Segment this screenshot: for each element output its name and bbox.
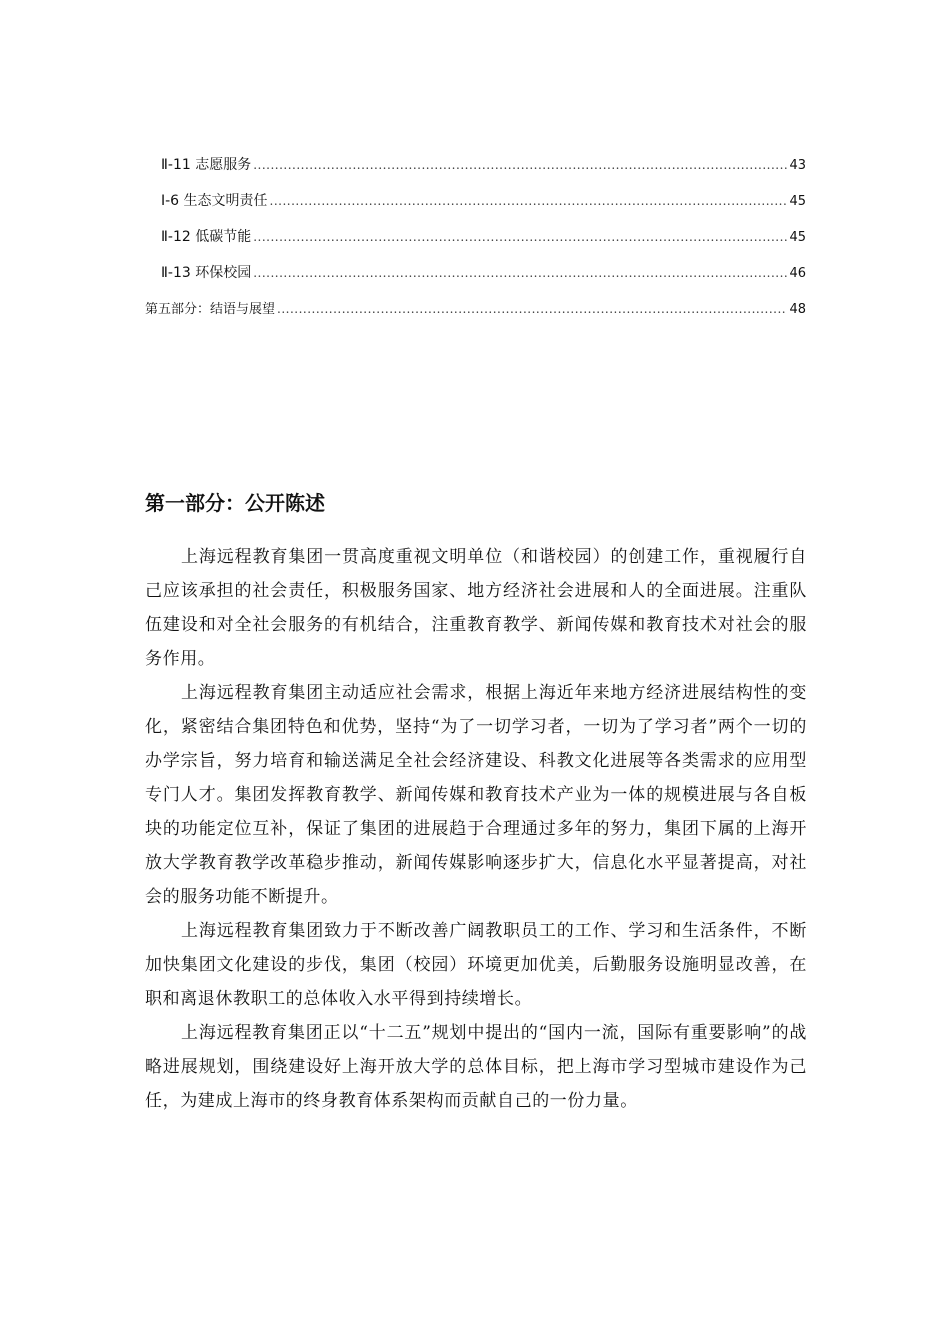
toc-entry-label: Ⅱ-11 志愿服务 bbox=[161, 157, 252, 173]
toc-dot-leader bbox=[270, 191, 788, 211]
body-paragraph: 上海远程教育集团一贯高度重视文明单位（和谐校园）的创建工作，重视履行自己应该承担的社会责任，积极服务国家、地方经济社会进展和人的全面进展。注重队伍建设和对全社会服务的有机结合，注重教育教学、新闻传媒和教育技术对社会的服务作用。 bbox=[145, 547, 807, 669]
body-paragraph: 上海远程教育集团正以“十二五”规划中提出的“国内一流，国际有重要影响”的战略进展规划，围绕建设好上海开放大学的总体目标，把上海市学习型城市建设作为己任，为建成上海市的终身教育体系架构而贡献自己的一份力量。 bbox=[145, 1023, 807, 1111]
toc-entry[interactable] bbox=[145, 191, 806, 227]
toc-dot-leader bbox=[277, 299, 787, 319]
toc-dot-leader bbox=[253, 263, 787, 283]
body-paragraph: 上海远程教育集团主动适应社会需求，根据上海近年来地方经济进展结构性的变化，紧密结合集团特色和优势，坚持“为了一切学习者，一切为了学习者”两个一切的办学宗旨，努力培育和输送满足全社会经济建设、科教文化进展等各类需求的应用型专门人才。集团发挥教育教学、新闻传媒和教育技术产业为一体的规模进展与各自板块的功能定位互补，保证了集团的进展趋于合理通过多年的努力，集团下属的上海开放大学教育教学改革稳步推动，新闻传媒影响逐步扩大，信息化水平显著提高，对社会的服务功能不断提升。 bbox=[145, 683, 807, 907]
toc-entry[interactable] bbox=[145, 263, 806, 299]
toc-entry-label: Ⅱ-12 低碳节能 bbox=[161, 229, 252, 245]
toc-dot-leader bbox=[253, 227, 787, 247]
toc-entry-page: 43 bbox=[789, 158, 806, 173]
section-heading: 第一部分：公开陈述 bbox=[145, 491, 325, 515]
toc-entry[interactable] bbox=[145, 227, 806, 263]
toc-entry[interactable] bbox=[145, 299, 806, 335]
toc-entry-page: 48 bbox=[789, 302, 806, 317]
toc-entry-page: 45 bbox=[789, 230, 806, 245]
toc-entry-label: Ⅰ-6 生态文明责任 bbox=[161, 193, 268, 209]
body-paragraph: 上海远程教育集团致力于不断改善广阔教职员工的工作、学习和生活条件，不断加快集团文化建设的步伐，集团（校园）环境更加优美，后勤服务设施明显改善，在职和离退休教职工的总体收入水平得到持续增长。 bbox=[145, 921, 807, 1009]
toc-entry-page: 45 bbox=[789, 194, 806, 209]
toc-entry[interactable] bbox=[145, 155, 806, 191]
toc-dot-leader bbox=[253, 155, 787, 175]
toc-entry-label: 第五部分：结语与展望 bbox=[145, 302, 276, 317]
toc-entry-label: Ⅱ-13 环保校园 bbox=[161, 265, 252, 281]
toc-entry-page: 46 bbox=[789, 266, 806, 281]
section-body bbox=[145, 540, 807, 1118]
table-of-contents bbox=[145, 155, 806, 335]
